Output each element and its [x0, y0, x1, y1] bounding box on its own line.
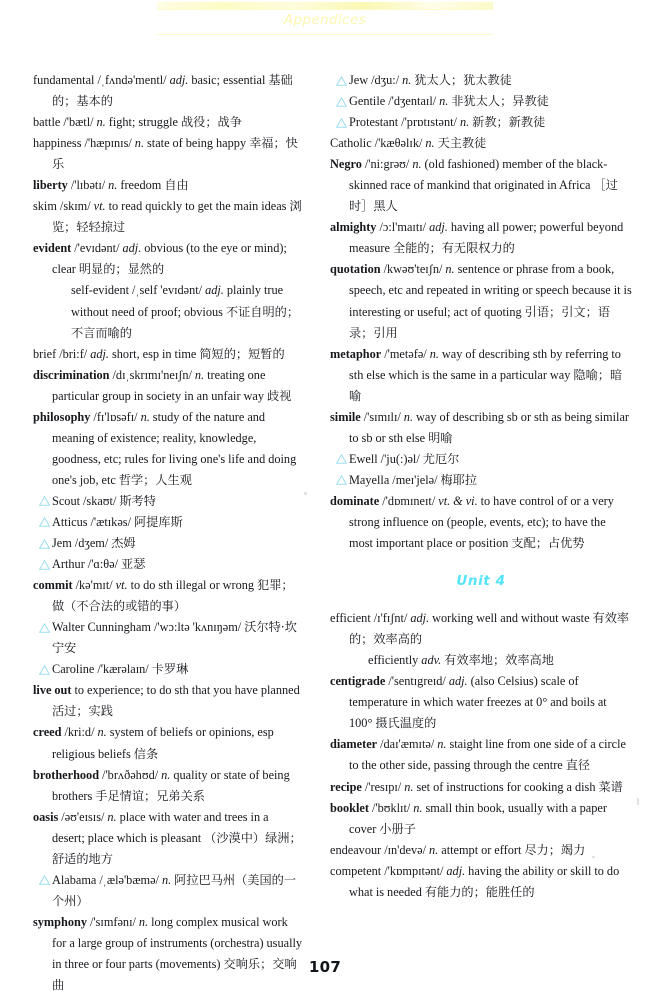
entry-definition: to experience; to do sth that you have planned — [74, 683, 300, 698]
entry-definition: set of instructions for cooking a dish — [416, 779, 596, 794]
triangle-outline-icon — [34, 665, 44, 673]
glossary-entry — [33, 680, 303, 722]
entry-part-of-speech: n. — [429, 346, 439, 361]
entry-phonetic: /'ni:grəʊ/ — [364, 157, 410, 172]
entry-chinese-gloss: 尤厄尔 — [422, 451, 460, 466]
entry-definition: to read quickly to get the main ideas — [108, 199, 287, 214]
glossary-sub-entry — [52, 280, 303, 343]
entry-definition: study of the nature and meaning of existence; reality, knowledge, goodness, etc; rules for living one's life and doing one's job, etc — [52, 409, 297, 487]
entry-headword: Mayella — [349, 472, 390, 487]
entry-part-of-speech: n. — [134, 136, 145, 151]
glossary-entry — [330, 840, 632, 861]
entry-definition: attempt or effort — [441, 842, 522, 857]
entry-part-of-speech: adj. — [410, 611, 430, 626]
entry-chinese-gloss: 亚瑟 — [121, 557, 146, 572]
entry-part-of-speech: n. — [412, 157, 422, 172]
entry-phonetic: /meɪ'jelə/ — [392, 472, 438, 487]
entry-part-of-speech: n. — [403, 409, 414, 424]
entry-headword: quotation — [330, 262, 381, 277]
entry-phonetic: /'prɒtɪstənt/ — [401, 115, 457, 130]
entry-chinese-gloss: ［过时］黑人 — [349, 178, 618, 214]
glossary-entry — [330, 112, 632, 133]
glossary-entry — [330, 777, 632, 798]
entry-chinese-gloss: 直径 — [565, 758, 591, 773]
entry-headword: Caroline — [52, 662, 95, 677]
entry-phonetic: /ɪ'fɪʃnt/ — [373, 611, 408, 626]
entry-headword: booklet — [330, 800, 369, 815]
entry-headword: skim — [33, 199, 57, 214]
entry-definition: having the ability or skill to do what is needed — [349, 863, 620, 899]
entry-phonetic: /'lɪbətɪ/ — [70, 178, 106, 193]
entry-definition: treating one particular group in society in an unfair way — [52, 367, 266, 403]
glossary-entry — [33, 175, 303, 196]
entry-headword: dominate — [330, 493, 380, 508]
glossary-entry — [33, 196, 303, 238]
entry-phonetic: /skaʊt/ — [83, 493, 117, 508]
entry-headword: endeavour — [330, 842, 382, 857]
entry-chinese-gloss: 交响乐；交响曲 — [52, 956, 297, 993]
glossary-entry — [33, 554, 303, 575]
entry-chinese-gloss: 新教；新教徒 — [472, 115, 546, 130]
entry-chinese-gloss: 犯罪；做（不合法的或错的事） — [52, 578, 294, 614]
entry-definition: long complex musical work for a large group of instruments (orchestra) usually in three or four parts (movements) — [52, 914, 303, 971]
glossary-entry — [33, 512, 303, 533]
header-underline — [157, 34, 493, 35]
entry-definition: working well and without waste — [432, 611, 590, 626]
glossary-entry — [33, 238, 303, 343]
entry-headword: symphony — [33, 914, 87, 929]
triangle-outline-icon — [34, 875, 44, 883]
entry-definition: fight; struggle — [108, 115, 178, 130]
entry-part-of-speech: n. — [138, 914, 149, 929]
entry-part-of-speech: adj. — [446, 863, 466, 878]
triangle-outline-icon — [34, 496, 44, 504]
glossary-entry — [33, 133, 303, 175]
entry-headword: efficiently — [368, 653, 419, 668]
entry-chinese-gloss: 明显的；显然的 — [78, 262, 165, 277]
entry-definition: quality or state of being brothers — [52, 767, 290, 803]
scan-speckle — [637, 798, 639, 805]
glossary-entry — [33, 112, 303, 133]
entry-headword: brief — [33, 346, 57, 361]
entry-headword: Arthur — [52, 557, 85, 572]
entry-part-of-speech: vt. — [93, 199, 106, 214]
entry-part-of-speech: n. — [107, 809, 117, 824]
running-head-title: Appendices — [283, 12, 367, 28]
entry-definition: way of describing sth by referring to sth else which is the same in a particular way — [349, 346, 621, 382]
entry-chinese-gloss: 隐喻；暗喻 — [349, 367, 623, 403]
entry-part-of-speech: vt. & vi. — [438, 493, 478, 508]
entry-phonetic: /'wɔ:ltə 'kʌnɪŋəm/ — [153, 620, 242, 635]
entry-headword: competent — [330, 863, 382, 878]
glossary-entry — [33, 70, 303, 112]
entry-phonetic: /'sɪmfənɪ/ — [89, 914, 136, 929]
entry-chinese-gloss: 有能力的；能胜任的 — [424, 884, 535, 899]
entry-headword: metaphor — [330, 346, 382, 361]
entry-headword: Protestant — [349, 115, 399, 130]
entry-part-of-speech: adj. — [429, 220, 448, 235]
entry-headword: discrimination — [33, 367, 110, 382]
glossary-entry — [330, 70, 632, 91]
glossary-entry — [330, 344, 632, 407]
entry-phonetic: /'kɒmpɪtənt/ — [384, 863, 444, 878]
entry-part-of-speech: adj. — [122, 241, 142, 256]
entry-phonetic: /ˌself 'evɪdənt/ — [132, 283, 203, 298]
entry-chinese-gloss: 手足情谊；兄弟关系 — [95, 788, 205, 803]
entry-definition: having all power; powerful beyond measure — [349, 220, 624, 256]
entry-part-of-speech: n. — [425, 136, 435, 151]
entry-phonetic: /əʊ'eɪsɪs/ — [61, 809, 105, 824]
glossary-entry — [33, 407, 303, 491]
entry-chinese-gloss: 活过；实践 — [52, 704, 113, 719]
entry-chinese-gloss: 梅耶拉 — [440, 472, 478, 487]
entry-definition: state of being happy — [147, 136, 247, 151]
triangle-outline-icon — [331, 76, 341, 84]
entry-chinese-gloss: 摄氏温度的 — [375, 716, 437, 731]
unit-heading: Unit 4 — [456, 573, 506, 590]
entry-chinese-gloss: 简短的；短暂的 — [199, 346, 285, 361]
entry-headword: Alabama — [52, 872, 97, 887]
entry-part-of-speech: adj. — [448, 674, 468, 689]
triangle-outline-icon — [331, 475, 341, 483]
glossary-body — [0, 70, 650, 996]
entry-phonetic: /'sɪmɪlɪ/ — [363, 409, 401, 424]
entry-phonetic: /daɪ'æmɪtə/ — [380, 737, 435, 752]
entry-headword: almighty — [330, 220, 377, 235]
glossary-entry — [330, 798, 632, 840]
entry-part-of-speech: vt. — [115, 578, 128, 593]
entry-headword: Scout — [52, 493, 81, 508]
glossary-entry — [33, 617, 303, 659]
entry-chinese-gloss: 杰姆 — [111, 536, 136, 551]
entry-chinese-gloss: 歧视 — [267, 388, 292, 403]
entry-headword: recipe — [330, 779, 362, 794]
entry-chinese-gloss: 基础的；基本的 — [52, 73, 293, 109]
entry-phonetic: /dʒem/ — [74, 536, 109, 551]
entry-phonetic: /kwəʊ'teɪʃn/ — [383, 262, 443, 277]
triangle-outline-icon — [34, 517, 44, 525]
entry-phonetic: /bri:f/ — [59, 346, 88, 361]
entry-phonetic: /dɪˌskrɪmɪ'neɪʃn/ — [112, 367, 192, 382]
entry-chinese-gloss: 卡罗琳 — [151, 662, 189, 677]
entry-headword: battle — [33, 115, 61, 130]
entry-definition: basic; essential — [191, 73, 266, 87]
entry-chinese-gloss: 阿提库斯 — [133, 514, 183, 529]
entry-headword: live out — [33, 683, 72, 698]
entry-chinese-gloss: 信条 — [133, 746, 159, 761]
page-number: 107 — [308, 958, 342, 976]
glossary-entry — [33, 491, 303, 512]
entry-phonetic: /ˌælə'bæmə/ — [99, 872, 159, 887]
entry-chinese-gloss: 尽力；竭力 — [524, 842, 586, 857]
glossary-entry — [330, 449, 632, 470]
entry-chinese-gloss: 天主教徒 — [437, 136, 487, 151]
entry-definition: place with water and trees in a desert; place which is pleasant — [52, 809, 269, 845]
entry-definition: (also Celsius) scale of temperature in which water freezes at 0° and boils at 100° — [349, 674, 607, 731]
entry-headword: fundamental — [33, 73, 95, 87]
entry-chinese-gloss: 幸福；快乐 — [52, 136, 298, 172]
entry-definition: to do sth illegal or wrong — [130, 578, 255, 593]
entry-phonetic: /'bʊklɪt/ — [371, 800, 411, 815]
glossary-entry — [33, 765, 303, 807]
entry-phonetic: /'sentɪgreɪd/ — [388, 674, 446, 689]
glossary-column-right — [325, 70, 650, 996]
entry-definition: system of beliefs or opinions, esp religious beliefs — [52, 725, 274, 761]
triangle-outline-icon — [331, 118, 341, 126]
glossary-entry — [33, 344, 303, 365]
entry-part-of-speech: adv. — [421, 653, 442, 668]
entry-headword: centigrade — [330, 674, 386, 689]
entry-phonetic: /ɪn'devə/ — [384, 842, 427, 857]
glossary-column-left — [0, 70, 325, 996]
entry-phonetic: /'ætɪkəs/ — [90, 514, 131, 529]
entry-part-of-speech: n. — [140, 409, 150, 424]
entry-definition: short, esp in time — [111, 346, 197, 361]
entry-phonetic: /'dʒentaɪl/ — [388, 94, 437, 109]
entry-headword: Jew — [349, 73, 369, 87]
entry-phonetic: /kri:d/ — [64, 725, 95, 740]
entry-phonetic: /kə'mɪt/ — [75, 578, 113, 593]
entry-phonetic: /'ɑ:θə/ — [87, 557, 119, 572]
glossary-entry — [330, 154, 632, 217]
entry-chinese-gloss: 犹太人；犹太教徒 — [414, 73, 512, 87]
entry-headword: Catholic — [330, 136, 372, 151]
entry-phonetic: /dʒu:/ — [371, 73, 400, 87]
entry-chinese-gloss: 非犹太人；异教徒 — [451, 94, 549, 109]
entry-headword: efficient — [330, 611, 371, 626]
entry-chinese-gloss: 不证自明的；不言而喻的 — [71, 304, 300, 340]
entry-headword: self-evident — [71, 283, 130, 298]
glossary-entry — [330, 133, 632, 154]
glossary-entry — [330, 608, 632, 671]
entry-part-of-speech: adj. — [90, 346, 109, 361]
entry-definition: obvious (to the eye or mind); clear — [52, 241, 287, 277]
entry-phonetic: /ˌfʌndə'mentl/ — [97, 73, 167, 87]
entry-chinese-gloss: 小册子 — [379, 821, 416, 836]
entry-phonetic: /'ju(:)əl/ — [380, 451, 420, 466]
entry-definition: to have control of or a very strong influence on (people, events, etc); to have the most important place or position — [349, 493, 614, 551]
entry-headword: brotherhood — [33, 767, 100, 782]
glossary-entry — [33, 807, 303, 870]
entry-part-of-speech: n. — [429, 842, 439, 857]
triangle-outline-icon — [34, 560, 44, 568]
entry-phonetic: /fɪ'lɒsəfɪ/ — [93, 409, 138, 424]
entry-part-of-speech: adj. — [205, 283, 224, 298]
entry-headword: happiness — [33, 136, 82, 151]
entry-part-of-speech: n. — [402, 73, 412, 87]
glossary-entry — [330, 491, 632, 554]
glossary-entry — [33, 365, 303, 407]
glossary-entry — [33, 870, 303, 912]
entry-definition: freedom — [120, 178, 162, 193]
glossary-entry — [330, 407, 632, 449]
entry-definition: way of describing sb or sth as being similar to sb or sth else — [349, 409, 630, 445]
entry-definition: sentence or phrase from a book, speech, etc and repeated in writing or speech because it is interesting or useful; act of quoting — [349, 262, 632, 319]
entry-definition: small thin book, usually with a paper cover — [349, 800, 607, 836]
glossary-entry — [330, 91, 632, 112]
entry-headword: liberty — [33, 178, 68, 193]
header-decorative-rule — [157, 2, 493, 9]
entry-headword: Gentile — [349, 94, 386, 109]
entry-chinese-gloss: 菜谱 — [598, 779, 623, 794]
entry-chinese-gloss: 斯考特 — [119, 493, 156, 508]
entry-headword: simile — [330, 409, 361, 424]
glossary-entry — [330, 734, 632, 776]
entry-phonetic: /'kærəlaɪn/ — [97, 662, 149, 677]
entry-chinese-gloss: 战役；战争 — [180, 115, 242, 130]
glossary-entry — [330, 470, 632, 491]
entry-part-of-speech: n. — [445, 262, 455, 277]
entry-part-of-speech: n. — [413, 800, 423, 815]
entry-part-of-speech: n. — [439, 94, 449, 109]
entry-chinese-gloss: 支配；占优势 — [511, 536, 585, 551]
entry-phonetic: /'brʌðəhʊd/ — [102, 767, 159, 782]
entry-chinese-gloss: 有效率地；效率高地 — [444, 653, 554, 668]
entry-headword: oasis — [33, 809, 59, 824]
entry-part-of-speech: n. — [404, 779, 414, 794]
glossary-entry — [33, 659, 303, 680]
entry-definition: staight line from one side of a circle to the other side, passing through the centre — [349, 737, 626, 773]
glossary-sub-entry — [349, 650, 632, 671]
entry-headword: Negro — [330, 157, 362, 172]
entry-phonetic: /'dɒmɪneɪt/ — [382, 493, 436, 508]
entry-part-of-speech: n. — [437, 737, 447, 752]
entry-chinese-gloss: 明喻 — [428, 430, 453, 445]
entry-chinese-gloss: 沃尔特·坎宁安 — [52, 620, 297, 656]
entry-part-of-speech: n. — [459, 115, 470, 130]
entry-part-of-speech: n. — [194, 367, 205, 382]
entry-chinese-gloss: 有效率的；效率高的 — [349, 611, 630, 647]
glossary-entry — [33, 912, 303, 996]
entry-chinese-gloss: 引语；引文；语录；引用 — [349, 304, 610, 340]
glossary-entry — [33, 575, 303, 617]
entry-part-of-speech: n. — [96, 115, 106, 130]
entry-phonetic: /ɔ:l'maɪtɪ/ — [379, 220, 427, 235]
triangle-outline-icon — [331, 454, 341, 462]
entry-headword: Atticus — [52, 514, 88, 529]
triangle-outline-icon — [34, 539, 44, 547]
entry-headword: Walter Cunningham — [52, 620, 151, 635]
entry-phonetic: /'bætl/ — [63, 115, 94, 130]
entry-chinese-gloss: 哲学；人生观 — [118, 472, 192, 487]
entry-headword: philosophy — [33, 409, 91, 424]
glossary-entry — [33, 722, 303, 764]
entry-phonetic: /'resɪpɪ/ — [364, 779, 402, 794]
entry-part-of-speech: n. — [161, 872, 172, 887]
entry-headword: creed — [33, 725, 62, 740]
entry-phonetic: /'hæpɪnɪs/ — [84, 136, 132, 151]
glossary-entry — [330, 259, 632, 343]
entry-phonetic: /'kæθəlɪk/ — [374, 136, 423, 151]
triangle-outline-icon — [331, 97, 341, 105]
entry-headword: Ewell — [349, 451, 378, 466]
entry-phonetic: /'metəfə/ — [384, 346, 427, 361]
entry-phonetic: /skɪm/ — [59, 199, 91, 214]
scan-speckle — [304, 492, 307, 495]
entry-headword: commit — [33, 578, 73, 593]
entry-part-of-speech: adj. — [169, 73, 189, 87]
entry-definition: plainly true without need of proof; obvious — [71, 283, 284, 319]
entry-part-of-speech: n. — [161, 767, 171, 782]
glossary-entry — [33, 533, 303, 554]
triangle-outline-icon — [34, 623, 44, 631]
entry-chinese-gloss: 自由 — [164, 178, 189, 193]
running-head — [157, 0, 493, 42]
scan-speckle — [592, 856, 595, 858]
entry-headword: diameter — [330, 737, 378, 752]
entry-phonetic: /'evɪdənt/ — [74, 241, 120, 256]
entry-part-of-speech: n. — [97, 725, 107, 740]
entry-part-of-speech: n. — [108, 178, 118, 193]
entry-headword: evident — [33, 241, 72, 256]
entry-chinese-gloss: （沙漠中）绿洲；舒适的地方 — [52, 830, 302, 866]
glossary-entry — [330, 861, 632, 903]
entry-chinese-gloss: 阿拉巴马州（美国的一个州） — [52, 872, 297, 908]
entry-chinese-gloss: 全能的；有无限权力的 — [392, 241, 515, 256]
entry-headword: Jem — [52, 536, 72, 551]
entry-definition: (old fashioned) member of the black-skinned race of mankind that originated in Africa — [349, 157, 608, 193]
glossary-entry — [330, 671, 632, 734]
glossary-entry — [330, 217, 632, 259]
entry-chinese-gloss: 浏览；轻轻掠过 — [52, 199, 302, 235]
